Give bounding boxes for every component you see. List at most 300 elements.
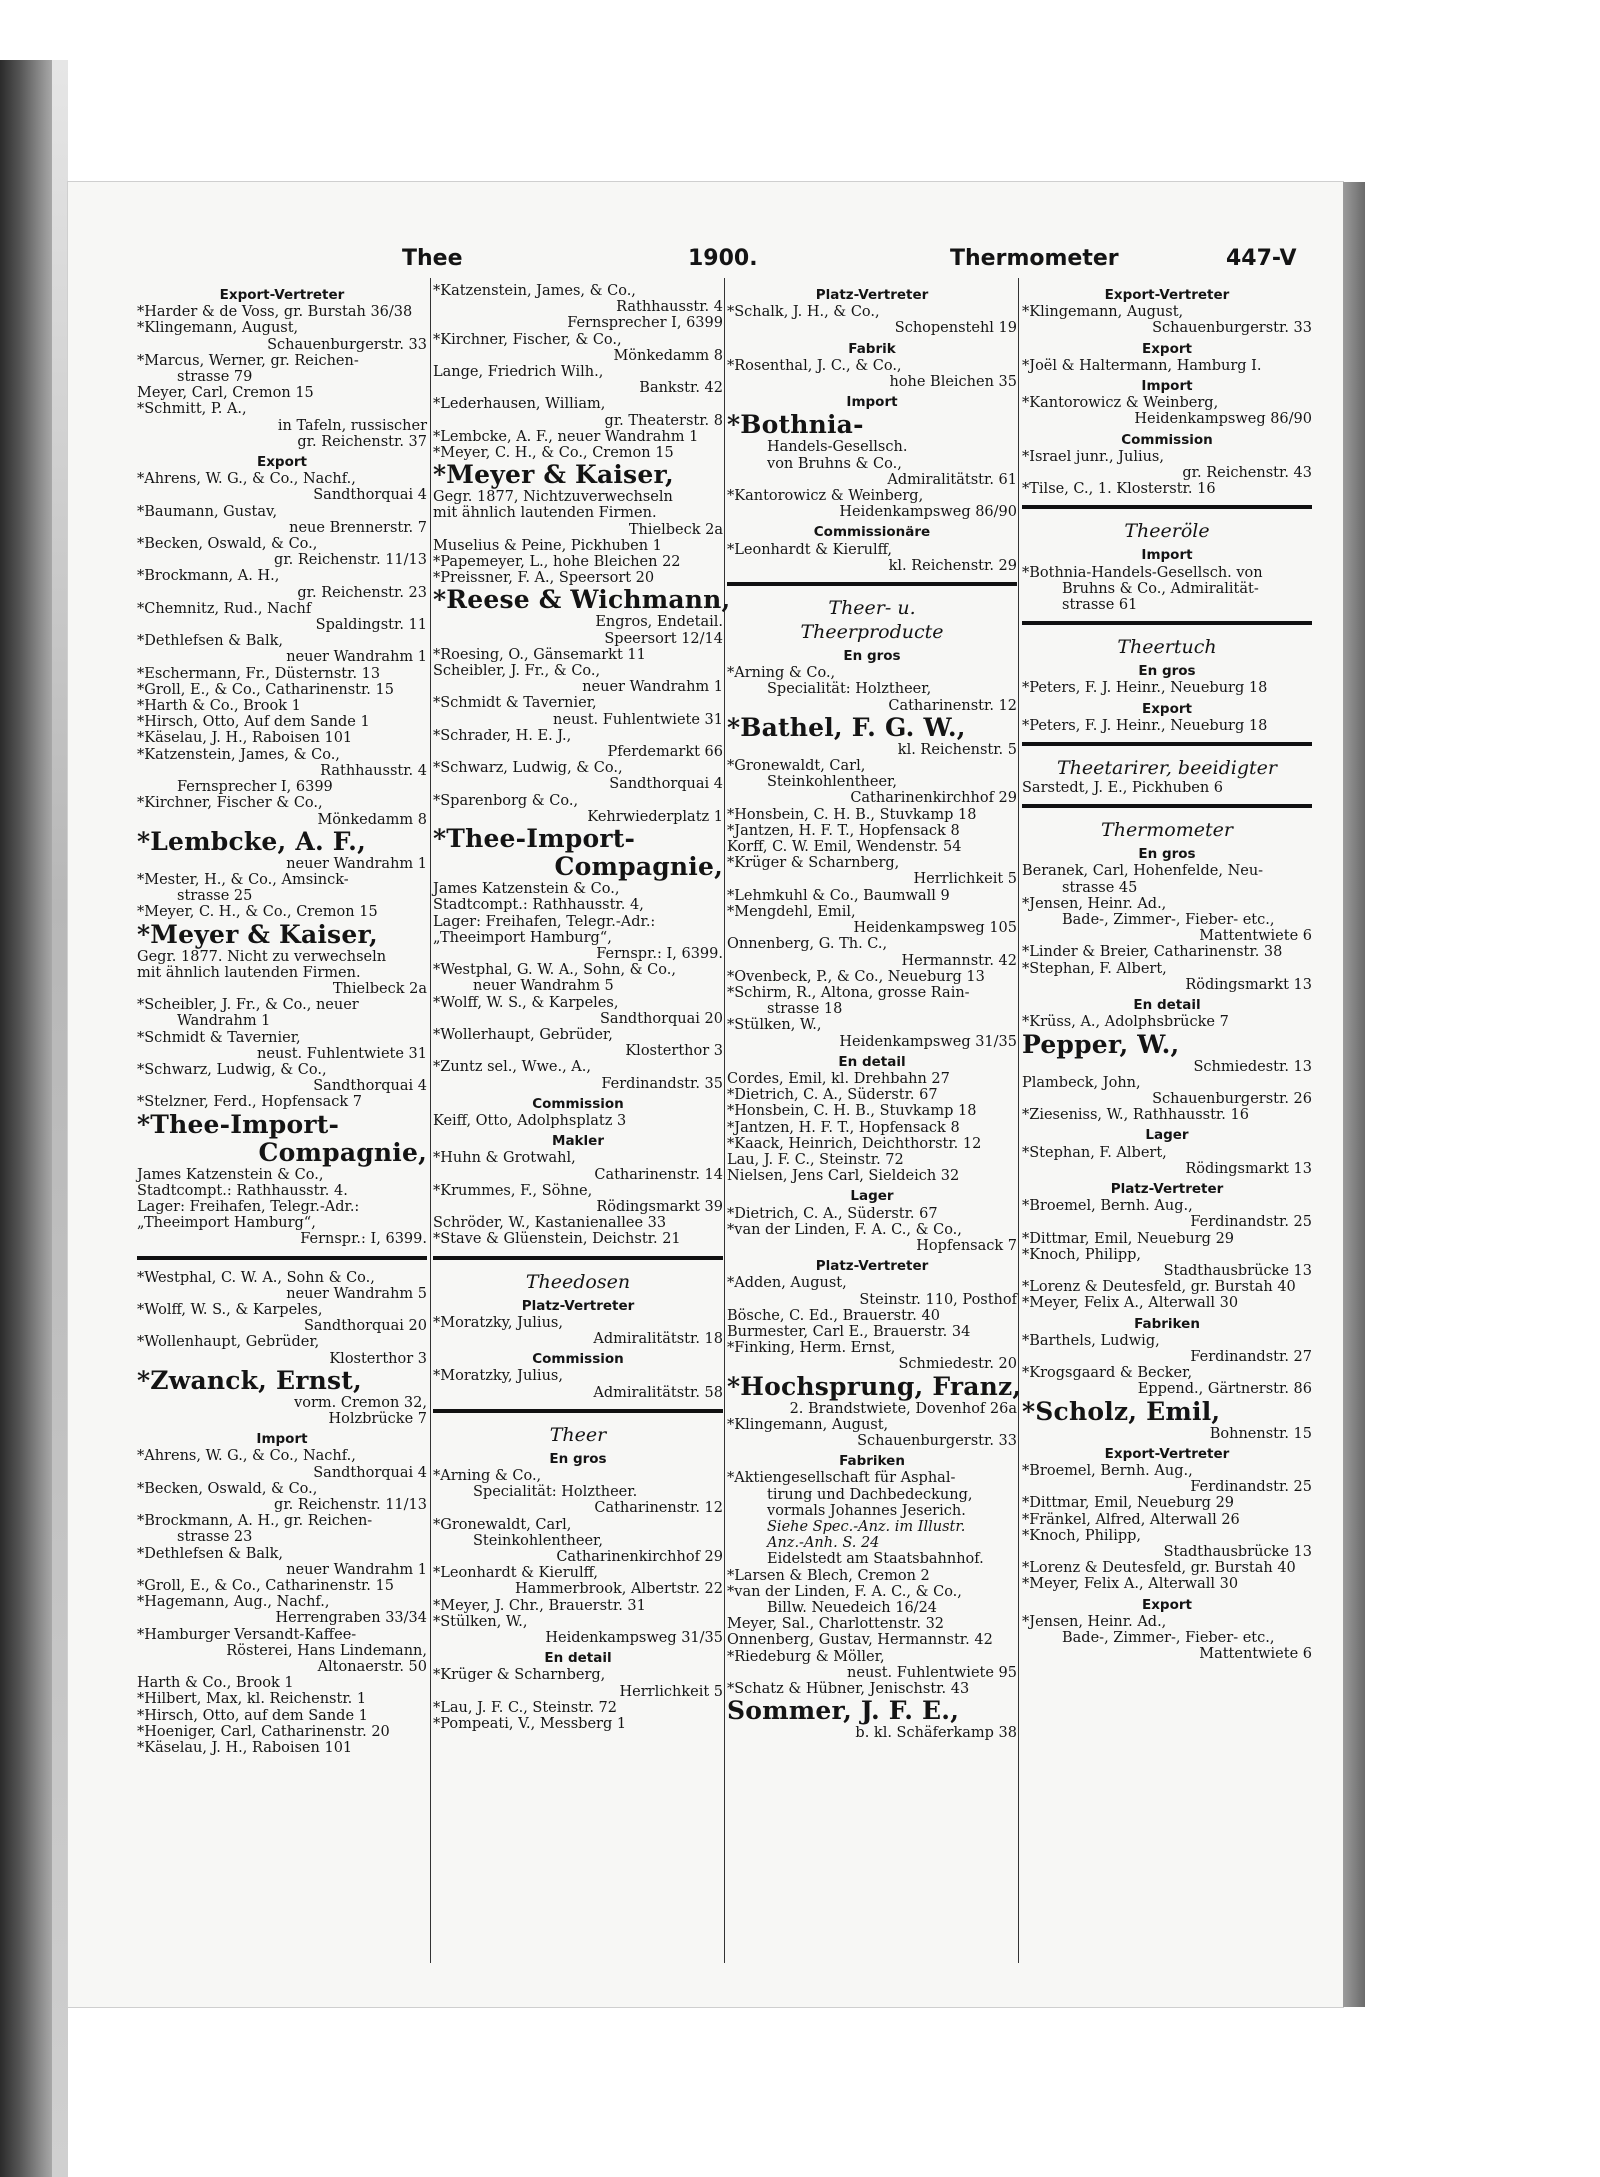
directory-entry: Fernspr.: I, 6399. [596, 945, 723, 962]
directory-entry: *Wolff, W. S., & Karpeles, [433, 994, 619, 1011]
section-heading: En gros [1138, 846, 1196, 863]
directory-entry: Harth & Co., Brook 1 [137, 1675, 294, 1692]
directory-entry: *Lehmkuhl & Co., Baumwall 9 [727, 887, 950, 904]
section-heading: Export [1142, 700, 1192, 717]
directory-entry: *Lederhausen, William, [433, 396, 606, 413]
directory-entry: *Gronewaldt, Carl, [727, 758, 866, 775]
directory-entry: Onnenberg, Gustav, Hermannstr. 42 [727, 1632, 993, 1649]
directory-entry: Schauenburgerstr. 33 [267, 336, 427, 353]
directory-entry: Bruhns & Co., Admiralität- [1062, 580, 1259, 597]
directory-entry: Korff, C. W. Emil, Wendenstr. 54 [727, 839, 962, 856]
directory-entry: Catharinenstr. 14 [594, 1166, 723, 1183]
directory-entry: Sandthorquai 4 [313, 487, 427, 504]
directory-entry: *Kantorowicz & Weinberg, [727, 488, 924, 505]
directory-entry: *Sparenborg & Co., [433, 792, 579, 809]
directory-entry: Fernsprecher I, 6399 [177, 779, 333, 796]
column-4 [1022, 283, 1312, 1662]
directory-entry: Thielbeck 2a [332, 980, 427, 997]
section-heading: En gros [1138, 663, 1196, 680]
directory-entry: *Huhn & Grotwahl, [433, 1150, 576, 1167]
firm-display-entry: *Zwanck, Ernst, [137, 1365, 362, 1395]
directory-entry: *Käselau, J. H., Raboisen 101 [137, 1740, 353, 1757]
directory-entry: *Brockmann, A. H., [137, 568, 280, 585]
section-heading: Lager [850, 1188, 894, 1205]
directory-entry: Schmiedestr. 20 [898, 1356, 1017, 1373]
directory-entry: *Moratzky, Julius, [433, 1314, 563, 1331]
firm-display-entry: Pepper, W., [1022, 1029, 1180, 1059]
directory-entry: *Dietrich, C. A., Süderstr. 67 [727, 1087, 938, 1104]
category-title: Theeröle [1124, 520, 1210, 543]
directory-entry: *Lau, J. F. C., Steinstr. 72 [433, 1699, 618, 1716]
directory-entry: Onnenberg, G. Th. C., [727, 936, 888, 953]
directory-entry: strasse 23 [177, 1529, 253, 1546]
section-heading: En gros [843, 648, 901, 665]
header-year: 1900. [688, 246, 758, 271]
directory-entry: *Broemel, Bernh. Aug., [1022, 1198, 1193, 1215]
directory-entry: *Barthels, Ludwig, [1022, 1332, 1160, 1349]
directory-entry: Heidenkampsweg 86/90 [839, 504, 1017, 521]
directory-entry: „Theeimport Hamburg“, [433, 929, 612, 946]
section-heading: Platz-Vertreter [521, 1297, 635, 1314]
directory-entry: *Klingemann, August, [1022, 304, 1184, 321]
page-edge-shadow [1343, 182, 1365, 2007]
directory-entry: Sandthorquai 4 [313, 1078, 427, 1095]
directory-entry: *Schmitt, P. A., [137, 401, 247, 418]
directory-entry: tirung und Dachbedeckung, [767, 1486, 973, 1503]
directory-entry: Fernspr.: I, 6399. [300, 1231, 427, 1248]
directory-entry: in Tafeln, russischer [277, 417, 427, 434]
directory-entry: Gegr. 1877, Nichtzuverwechseln [433, 489, 673, 506]
directory-entry: *Dethlefsen & Balk, [137, 1545, 284, 1562]
section-heading: En gros [549, 1450, 607, 1467]
directory-entry: *Mengdehl, Emil, [727, 903, 856, 920]
section-heading: En detail [1133, 997, 1201, 1014]
category-title: Theertuch [1117, 636, 1217, 659]
directory-entry: gr. Reichenstr. 23 [297, 584, 427, 601]
directory-entry: *Katzenstein, James, & Co., [137, 746, 340, 763]
section-heading: En detail [544, 1650, 612, 1667]
directory-entry: Lau, J. F. C., Steinstr. 72 [727, 1151, 904, 1168]
directory-entry: Schauenburgerstr. 26 [1152, 1090, 1312, 1107]
category-title: Theetarirer, beeidigter [1056, 757, 1277, 780]
directory-entry: Sandthorquai 20 [600, 1010, 723, 1027]
directory-entry: *Käselau, J. H., Raboisen 101 [137, 730, 353, 747]
directory-entry: Herrengraben 33/34 [275, 1610, 427, 1627]
directory-entry: *Chemnitz, Rud., Nachf [137, 600, 312, 617]
directory-entry: Mattentwiete 6 [1199, 928, 1312, 945]
section-rule [1022, 505, 1312, 509]
directory-entry: *Wolff, W. S., & Karpeles, [137, 1301, 323, 1318]
directory-entry: *Dittmar, Emil, Neueburg 29 [1022, 1495, 1235, 1512]
directory-entry: Stadtcompt.: Rathhausstr. 4, [433, 897, 644, 914]
directory-entry: *Arning & Co., [433, 1467, 542, 1484]
directory-entry: Plambeck, John, [1022, 1074, 1141, 1091]
directory-entry: strasse 25 [177, 888, 253, 905]
directory-entry: *Westphal, C. W. A., Sohn & Co., [137, 1269, 375, 1286]
directory-entry: *Schwarz, Ludwig, & Co., [137, 1061, 327, 1078]
directory-entry: *Hirsch, Otto, auf dem Sande 1 [137, 1707, 368, 1724]
header-right-keyword: Thermometer [950, 246, 1119, 271]
directory-entry: Schröder, W., Kastanienallee 33 [433, 1215, 667, 1232]
directory-entry: *Rosenthal, J. C., & Co., [727, 357, 902, 374]
directory-entry: Herrlichkeit 5 [913, 871, 1017, 888]
column-1 [137, 283, 427, 1756]
directory-entry: Wandrahm 1 [177, 1013, 271, 1030]
directory-entry: mit ähnlich lautenden Firmen. [137, 964, 361, 981]
section-heading: Export [1142, 1596, 1192, 1613]
directory-entry: *Kantorowicz & Weinberg, [1022, 395, 1219, 412]
firm-display-entry: *Hochsprung, Franz, [727, 1371, 1022, 1401]
directory-entry: *Jensen, Heinr. Ad., [1022, 1613, 1167, 1630]
directory-entry: *Krüger & Scharnberg, [727, 855, 900, 872]
directory-entry: *Stülken, W., [433, 1613, 528, 1630]
firm-display-entry: *Bothnia- [727, 410, 864, 440]
directory-entry: Lange, Friedrich Wilh., [433, 364, 604, 381]
directory-entry: mit ähnlich lautenden Firmen. [433, 505, 657, 522]
directory-entry: Rathhausstr. 4 [320, 762, 427, 779]
section-heading: Export [1142, 340, 1192, 357]
firm-display-entry: *Bathel, F. G. W., [727, 712, 966, 742]
section-heading: Makler [552, 1133, 604, 1150]
section-heading: Platz-Vertreter [815, 1258, 929, 1275]
section-heading: En detail [838, 1053, 906, 1070]
directory-entry: *Meyer, Felix A., Alterwall 30 [1022, 1576, 1239, 1593]
directory-entry: neust. Fuhlentwiete 31 [553, 711, 723, 728]
binding-strip [52, 60, 68, 2177]
page-number: 447-V [1226, 246, 1297, 271]
directory-entry: Hammerbrook, Albertstr. 22 [515, 1581, 723, 1598]
section-heading: Import [846, 394, 898, 411]
directory-entry: *Katzenstein, James, & Co., [433, 283, 636, 299]
directory-entry: *Krüger & Scharnberg, [433, 1667, 606, 1684]
directory-entry: Lager: Freihafen, Telegr.-Adr.: [137, 1198, 360, 1215]
directory-entry: *Joël & Haltermann, Hamburg I. [1022, 357, 1262, 374]
directory-entry: *Adden, August, [727, 1275, 847, 1292]
directory-entry: gr. Reichenstr. 11/13 [274, 552, 427, 569]
section-heading: Export-Vertreter [219, 287, 345, 303]
directory-entry: neuer Wandrahm 1 [286, 649, 427, 666]
directory-entry: Rödingsmarkt 13 [1185, 1160, 1312, 1177]
directory-entry: Stadthausbrücke 13 [1163, 1543, 1312, 1560]
firm-display-entry: Compagnie, [258, 1137, 427, 1167]
directory-entry: Ferdinandstr. 25 [1190, 1479, 1312, 1496]
directory-entry: *Hamburger Versandt-Kaffee- [137, 1626, 357, 1643]
directory-entry: strasse 18 [767, 1001, 843, 1018]
directory-entry: Eppend., Gärtnerstr. 86 [1137, 1381, 1312, 1398]
directory-entry: *Lorenz & Deutesfeld, gr. Burstah 40 [1022, 1279, 1296, 1296]
section-heading: Lager [1145, 1127, 1189, 1144]
directory-entry: neue Brennerstr. 7 [289, 519, 427, 536]
directory-entry: Spaldingstr. 11 [315, 617, 427, 634]
directory-entry: *Wollenhaupt, Gebrüder, [137, 1334, 320, 1351]
directory-entry: Mönkedamm 8 [613, 347, 723, 364]
section-heading: Commission [532, 1351, 624, 1368]
directory-entry: *Brockmann, A. H., gr. Reichen- [137, 1513, 373, 1530]
directory-entry: Handels-Gesellsch. [767, 439, 908, 456]
directory-entry: Admiralitätstr. 58 [593, 1384, 723, 1401]
directory-entry: Bade-, Zimmer-, Fieber- etc., [1062, 912, 1275, 929]
directory-entry: Ferdinandstr. 25 [1190, 1214, 1312, 1231]
directory-entry: Bohnenstr. 15 [1209, 1425, 1312, 1442]
directory-entry: *Linder & Breier, Catharinenstr. 38 [1022, 944, 1283, 961]
directory-entry: *Pompeati, V., Messberg 1 [433, 1716, 627, 1733]
section-heading: Export [257, 454, 307, 471]
directory-entry: Catharinenkirchhof 29 [850, 790, 1017, 807]
directory-entry: Mattentwiete 6 [1199, 1646, 1312, 1663]
directory-entry: Rathhausstr. 4 [616, 299, 723, 316]
directory-entry: *Schirm, R., Altona, grosse Rain- [727, 984, 970, 1001]
directory-entry: *Mester, H., & Co., Amsinck- [137, 871, 349, 888]
directory-entry: Rödingsmarkt 13 [1185, 976, 1312, 993]
directory-entry: *Gronewaldt, Carl, [433, 1516, 572, 1533]
directory-entry: Heidenkampsweg 105 [853, 920, 1017, 937]
directory-entry: Ferdinandstr. 27 [1190, 1348, 1312, 1365]
directory-entry: Steinstr. 110, Posthof [859, 1291, 1017, 1308]
directory-entry: neust. Fuhlentwiete 95 [847, 1664, 1017, 1681]
directory-entry: Meyer, Carl, Cremon 15 [137, 385, 314, 402]
directory-entry: Thielbeck 2a [628, 521, 723, 538]
directory-entry: James Katzenstein & Co., [137, 1166, 324, 1183]
section-rule [1022, 742, 1312, 746]
section-heading: Commission [532, 1095, 624, 1112]
firm-display-entry: *Thee-Import- [137, 1109, 340, 1139]
directory-entry: *Riedeburg & Möller, [727, 1648, 885, 1665]
directory-entry: *Ahrens, W. G., & Co., Nachf., [137, 471, 356, 488]
directory-entry: *Stülken, W., [727, 1017, 822, 1034]
directory-entry: *Hoeniger, Carl, Catharinenstr. 20 [137, 1723, 390, 1740]
firm-display-entry: Compagnie, [554, 852, 723, 882]
directory-entry: *Meyer, J. Chr., Brauerstr. 31 [433, 1597, 646, 1614]
directory-entry: Klosterthor 3 [625, 1043, 723, 1060]
category-title: Theedosen [525, 1270, 631, 1293]
directory-entry: b. kl. Schäferkamp 38 [855, 1725, 1017, 1742]
directory-entry: *Hilbert, Max, kl. Reichenstr. 1 [137, 1691, 367, 1708]
directory-entry: *van der Linden, F. A. C., & Co., [727, 1221, 962, 1238]
directory-entry: Scheibler, J. Fr., & Co., [433, 663, 601, 680]
section-heading: Platz-Vertreter [815, 287, 929, 303]
directory-entry: vorm. Cremon 32, [294, 1394, 427, 1411]
directory-entry: *Klingemann, August, [727, 1416, 889, 1433]
directory-entry: *Kirchner, Fischer & Co., [137, 795, 323, 812]
section-rule [433, 1256, 723, 1260]
directory-entry: *Leonhardt & Kierulff, [433, 1565, 599, 1582]
section-heading: Import [1141, 547, 1193, 564]
section-heading: Fabriken [839, 1453, 905, 1470]
section-rule [727, 582, 1017, 586]
directory-entry: *Hirsch, Otto, Auf dem Sande 1 [137, 714, 370, 731]
directory-entry: Sandthorquai 4 [313, 1464, 427, 1481]
section-rule [433, 1409, 723, 1413]
section-rule [137, 1256, 427, 1260]
directory-entry: Meyer, Sal., Charlottenstr. 32 [727, 1616, 945, 1633]
directory-entry: Gegr. 1877. Nicht zu verwechseln [137, 948, 387, 965]
directory-entry: *Stave & Glüenstein, Deichstr. 21 [433, 1231, 681, 1248]
directory-entry: Catharinenstr. 12 [888, 697, 1017, 714]
directory-entry: neuer Wandrahm 1 [286, 1561, 427, 1578]
directory-entry: *Harth & Co., Brook 1 [137, 698, 301, 715]
firm-display-entry: *Meyer & Kaiser, [137, 919, 378, 949]
directory-entry: *Kirchner, Fischer, & Co., [433, 331, 622, 348]
section-heading: Fabrik [848, 340, 896, 357]
directory-entry: *Schalk, J. H., & Co., [727, 304, 880, 321]
firm-display-entry: *Scholz, Emil, [1022, 1396, 1221, 1426]
category-title: Thermometer [1101, 819, 1233, 842]
directory-entry: *Ovenbeck, P., & Co., Neueburg 13 [727, 968, 985, 985]
directory-entry: Rödingsmarkt 39 [596, 1198, 723, 1215]
directory-entry: *Schmidt & Tavernier, [137, 1029, 301, 1046]
firm-display-entry: Sommer, J. F. E., [727, 1696, 960, 1726]
directory-entry: *Papemeyer, L., hohe Bleichen 22 [433, 554, 681, 571]
directory-entry: *Roesing, O., Gänsemarkt 11 [433, 646, 646, 663]
directory-entry: *Krogsgaard & Becker, [1022, 1365, 1193, 1382]
directory-entry: Rösterei, Hans Lindemann, [226, 1642, 427, 1659]
directory-entry: neuer Wandrahm 5 [286, 1285, 427, 1302]
column-rule-3 [1018, 278, 1019, 1963]
directory-entry: Hopfensack 7 [916, 1237, 1017, 1254]
directory-entry: Herrlichkeit 5 [619, 1683, 723, 1700]
directory-entry: *Lorenz & Deutesfeld, gr. Burstah 40 [1022, 1560, 1296, 1577]
directory-entry: *Larsen & Blech, Cremon 2 [727, 1567, 930, 1584]
directory-entry: *Krummes, F., Söhne, [433, 1182, 593, 1199]
directory-entry: Mönkedamm 8 [317, 811, 427, 828]
directory-entry: *Peters, F. J. Heinr., Neueburg 18 [1022, 680, 1268, 697]
directory-entry: 2. Brandstwiete, Dovenhof 26a [789, 1400, 1017, 1417]
directory-entry: *Jantzen, H. F. T., Hopfensack 8 [727, 822, 960, 839]
directory-entry: *Baumann, Gustav, [137, 503, 278, 520]
section-heading: Import [256, 1431, 308, 1448]
directory-entry: Muselius & Peine, Pickhuben 1 [433, 537, 662, 554]
directory-entry: Kehrwiederplatz 1 [587, 808, 723, 825]
header-left-keyword: Thee [402, 246, 463, 271]
directory-entry: *Zuntz sel., Wwe., A., [433, 1059, 591, 1076]
directory-entry: Admiralitätstr. 18 [593, 1330, 723, 1347]
directory-entry: *Zieseniss, W., Rathhausstr. 16 [1022, 1107, 1249, 1124]
directory-entry: *Becken, Oswald, & Co., [137, 1480, 318, 1497]
section-heading: Commissionäre [813, 524, 931, 541]
directory-entry: *Wollerhaupt, Gebrüder, [433, 1026, 613, 1043]
section-rule [1022, 804, 1312, 808]
page-header [380, 246, 1297, 280]
directory-entry: *Stephan, F. Albert, [1022, 1144, 1167, 1161]
directory-entry: *Eschermann, Fr., Düsternstr. 13 [137, 665, 381, 682]
directory-entry: Anz.-Anh. S. 24 [767, 1535, 880, 1552]
directory-entry: *Westphal, G. W. A., Sohn, & Co., [433, 962, 676, 979]
directory-entry: *van der Linden, F. A. C., & Co., [727, 1583, 962, 1600]
directory-entry: *Groll, E., & Co., Catharinenstr. 15 [137, 681, 394, 698]
directory-entry: gr. Reichenstr. 11/13 [274, 1497, 427, 1513]
directory-entry: neust. Fuhlentwiete 31 [257, 1045, 427, 1062]
firm-display-entry: *Thee-Import- [433, 824, 636, 854]
firm-display-entry: *Meyer & Kaiser, [433, 460, 674, 490]
directory-entry: Keiff, Otto, Adolphsplatz 3 [433, 1112, 627, 1129]
directory-entry: Stadtcompt.: Rathhausstr. 4. [137, 1182, 348, 1199]
directory-entry: gr. Theaterstr. 8 [604, 412, 723, 429]
directory-entry: *Lembcke, A. F., neuer Wandrahm 1 [433, 428, 699, 445]
directory-entry: Eidelstedt am Staatsbahnhof. [767, 1551, 984, 1568]
directory-entry: *Meyer, C. H., & Co., Cremon 15 [433, 445, 674, 462]
category-title: Theer- u. [828, 597, 916, 620]
directory-entry: *Stephan, F. Albert, [1022, 960, 1167, 977]
directory-entry: *Jensen, Heinr. Ad., [1022, 895, 1167, 912]
directory-entry: *Peters, F. J. Heinr., Neueburg 18 [1022, 717, 1268, 734]
directory-entry: gr. Reichenstr. 43 [1182, 465, 1312, 482]
section-heading: Commission [1121, 431, 1213, 448]
directory-entry: Heidenkampsweg 31/35 [839, 1033, 1017, 1050]
category-title: Theer [549, 1423, 607, 1446]
directory-entry: Siehe Spec.-Anz. im Illustr. [767, 1519, 966, 1535]
directory-entry: Steinkohlentheer, [473, 1532, 604, 1549]
directory-entry: Steinkohlentheer, [767, 774, 898, 791]
directory-entry: *Schmidt & Tavernier, [433, 695, 597, 712]
section-heading: Export-Vertreter [1104, 287, 1230, 303]
directory-entry: Cordes, Emil, kl. Drehbahn 27 [727, 1070, 950, 1087]
directory-entry: Heidenkampsweg 31/35 [545, 1630, 723, 1647]
section-heading: Export-Vertreter [1104, 1445, 1230, 1462]
directory-entry: *Kaack, Heinrich, Deichthorstr. 12 [727, 1135, 982, 1152]
directory-entry: Schopenstehl 19 [894, 320, 1017, 337]
directory-entry: Pferdemarkt 66 [607, 744, 723, 761]
directory-entry: *Becken, Oswald, & Co., [137, 536, 318, 553]
directory-entry: Beranek, Carl, Hohenfelde, Neu- [1022, 863, 1264, 880]
directory-entry: James Katzenstein & Co., [433, 881, 620, 898]
directory-entry: *Knoch, Philipp, [1022, 1246, 1142, 1263]
directory-entry: *Finking, Herm. Ernst, [727, 1340, 896, 1357]
directory-entry: strasse 61 [1062, 597, 1138, 614]
directory-entry: Schmiedestr. 13 [1193, 1058, 1312, 1075]
directory-entry: *Schatz & Hübner, Jenischstr. 43 [727, 1681, 970, 1698]
directory-entry: *Groll, E., & Co., Catharinenstr. 15 [137, 1578, 394, 1595]
directory-entry: strasse 45 [1062, 879, 1138, 896]
directory-entry: *Israel junr., Julius, [1022, 448, 1164, 465]
directory-entry: *Honsbein, C. H. B., Stuvkamp 18 [727, 1103, 977, 1120]
directory-entry: *Arning & Co., [727, 665, 836, 682]
directory-entry: Fernsprecher I, 6399 [567, 315, 723, 332]
directory-entry: *Meyer, C. H., & Co., Cremon 15 [137, 904, 378, 921]
directory-entry: strasse 79 [177, 369, 253, 386]
directory-entry: Hermannstr. 42 [901, 952, 1017, 969]
directory-entry: *Leonhardt & Kierulff, [727, 541, 893, 558]
directory-entry: *Marcus, Werner, gr. Reichen- [137, 352, 359, 369]
directory-entry: *Harder & de Voss, gr. Burstah 36/38 [137, 304, 413, 321]
directory-entry: *Schwarz, Ludwig, & Co., [433, 760, 623, 777]
directory-entry: Sarstedt, J. E., Pickhuben 6 [1022, 780, 1224, 797]
directory-entry: Admiralitätstr. 61 [887, 471, 1017, 488]
directory-entry: *Dietrich, C. A., Süderstr. 67 [727, 1205, 938, 1222]
directory-entry: Nielsen, Jens Carl, Sieldeich 32 [727, 1168, 960, 1185]
directory-entry: von Bruhns & Co., [767, 455, 902, 472]
directory-entry: Klosterthor 3 [329, 1350, 427, 1367]
directory-entry: Holzbrücke 7 [328, 1410, 427, 1427]
directory-entry: *Schrader, H. E. J., [433, 727, 572, 744]
directory-entry: Schauenburgerstr. 33 [857, 1432, 1017, 1449]
directory-entry: „Theeimport Hamburg“, [137, 1215, 316, 1232]
directory-entry: neuer Wandrahm 1 [286, 855, 427, 872]
directory-entry: vormals Johannes Jeserich. [767, 1502, 966, 1519]
category-title: Theerproducte [800, 621, 944, 644]
directory-entry: Billw. Neuedeich 16/24 [767, 1600, 938, 1617]
directory-entry: Burmester, Carl E., Brauerstr. 34 [727, 1323, 971, 1340]
firm-display-entry: *Reese & Wichmann, [433, 585, 731, 615]
directory-entry: Schauenburgerstr. 33 [1152, 320, 1312, 337]
directory-entry: Bade-, Zimmer-, Fieber- etc., [1062, 1630, 1275, 1646]
directory-entry: *Hagemann, Aug., Nachf., [137, 1594, 330, 1611]
directory-entry: Sandthorquai 20 [304, 1318, 427, 1335]
directory-entry: *Aktiengesellschaft für Asphal- [727, 1470, 956, 1487]
directory-entry: *Dittmar, Emil, Neueburg 29 [1022, 1230, 1235, 1247]
directory-entry: *Fränkel, Alfred, Alterwall 26 [1022, 1511, 1240, 1528]
directory-entry: Stadthausbrücke 13 [1163, 1262, 1312, 1279]
directory-entry: kl. Reichenstr. 29 [888, 557, 1017, 574]
